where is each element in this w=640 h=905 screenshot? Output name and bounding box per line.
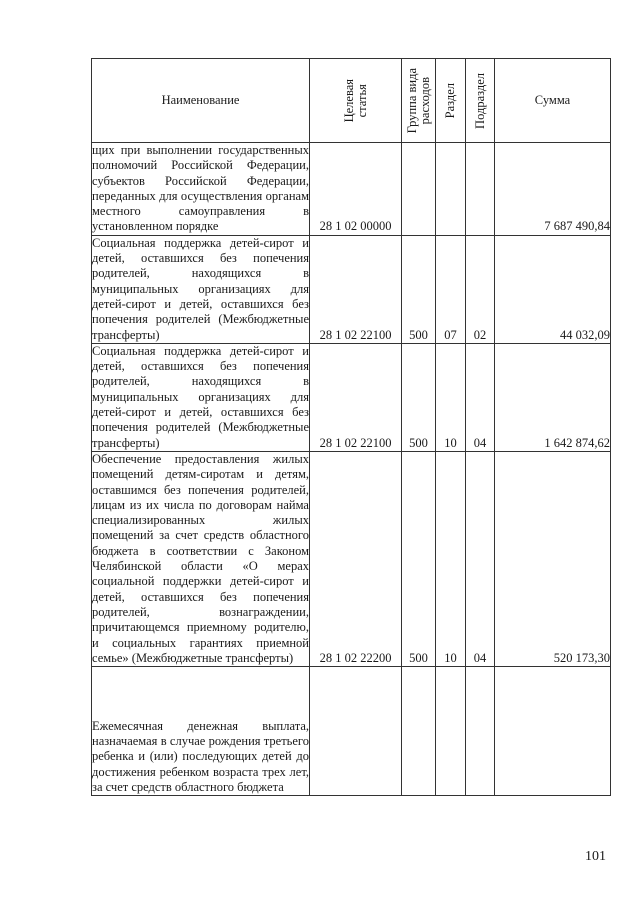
header-section: Раздел: [436, 59, 466, 143]
row-name: Социальная поддержка детей-сирот и детей, оставшихся без попечения родителей, находящихся в муниципальных организациях для детей-сирот и детей, оставшихся без попечения родителей (Межбюджетные трансферты): [92, 343, 309, 450]
row-amount: 44 032,09: [495, 235, 611, 343]
row-amount: [495, 667, 611, 796]
row-group: [402, 667, 436, 796]
row-name: щих при выполнении государственных полномочий Российской Федерации, субъектов Российской Федерации, переданных для осуществления органам местного самоуправления в установленном порядке: [92, 143, 309, 234]
header-expense-group: Группа вида расходов: [402, 59, 436, 143]
row-article: 28 1 02 22200: [310, 451, 402, 666]
row-subsection: [466, 143, 495, 236]
table-row: [92, 143, 611, 236]
header-target-article: Целевая статья: [310, 59, 402, 143]
row-amount: 1 642 874,62: [495, 343, 611, 451]
row-amount: 520 173,30: [495, 451, 611, 666]
row-section: 10: [436, 451, 466, 666]
row-group: 500: [402, 451, 436, 666]
row-subsection: [466, 667, 495, 796]
table-row: [92, 451, 611, 666]
row-section: 07: [436, 235, 466, 343]
row-group: 500: [402, 235, 436, 343]
row-group: 500: [402, 343, 436, 451]
row-section: [436, 667, 466, 796]
row-article: 28 1 02 22100: [310, 235, 402, 343]
row-section: [436, 143, 466, 236]
row-subsection: 02: [466, 235, 495, 343]
row-article: [310, 667, 402, 796]
row-amount: 7 687 490,84: [495, 143, 611, 236]
row-article: 28 1 02 00000: [310, 143, 402, 236]
table-header-row: [92, 59, 611, 143]
row-name: Ежемесячная денежная выплата, назначаемая в случае рождения третьего ребенка и (или) последующих детей до достижения ребенком возраста трех лет, за счет средств областного бюджета: [92, 667, 310, 796]
table-row: [92, 667, 611, 796]
row-section: 10: [436, 343, 466, 451]
row-group: [402, 143, 436, 236]
header-amount: Сумма: [495, 59, 611, 143]
row-name: Обеспечение предоставления жилых помещений детям-сиротам и детям, оставшимся без попечения родителей, лицам из их числа по договорам найма специализированных жилых помещений за счет средств областного бюджета в соответствии с Законом Челябинской области «О мерах социальной поддержки детей-сирот и детей, оставшихся без попечения родителей, вознаграждении, причитающемся приемному родителю, и социальных гарантиях приемной семье» (Межбюджетные трансферты): [92, 451, 309, 665]
budget-table: [91, 58, 611, 796]
table-row: [92, 235, 611, 343]
header-subsection: Подраздел: [466, 59, 495, 143]
header-name: Наименование: [92, 59, 310, 143]
row-subsection: 04: [466, 343, 495, 451]
row-subsection: 04: [466, 451, 495, 666]
row-name: Социальная поддержка детей-сирот и детей, оставшихся без попечения родителей, находящихся в муниципальных организациях для детей-сирот и детей, оставшихся без попечения родителей (Межбюджетные трансферты): [92, 235, 309, 342]
row-article: 28 1 02 22100: [310, 343, 402, 451]
table-row: [92, 343, 611, 451]
page-number: 101: [585, 849, 606, 864]
